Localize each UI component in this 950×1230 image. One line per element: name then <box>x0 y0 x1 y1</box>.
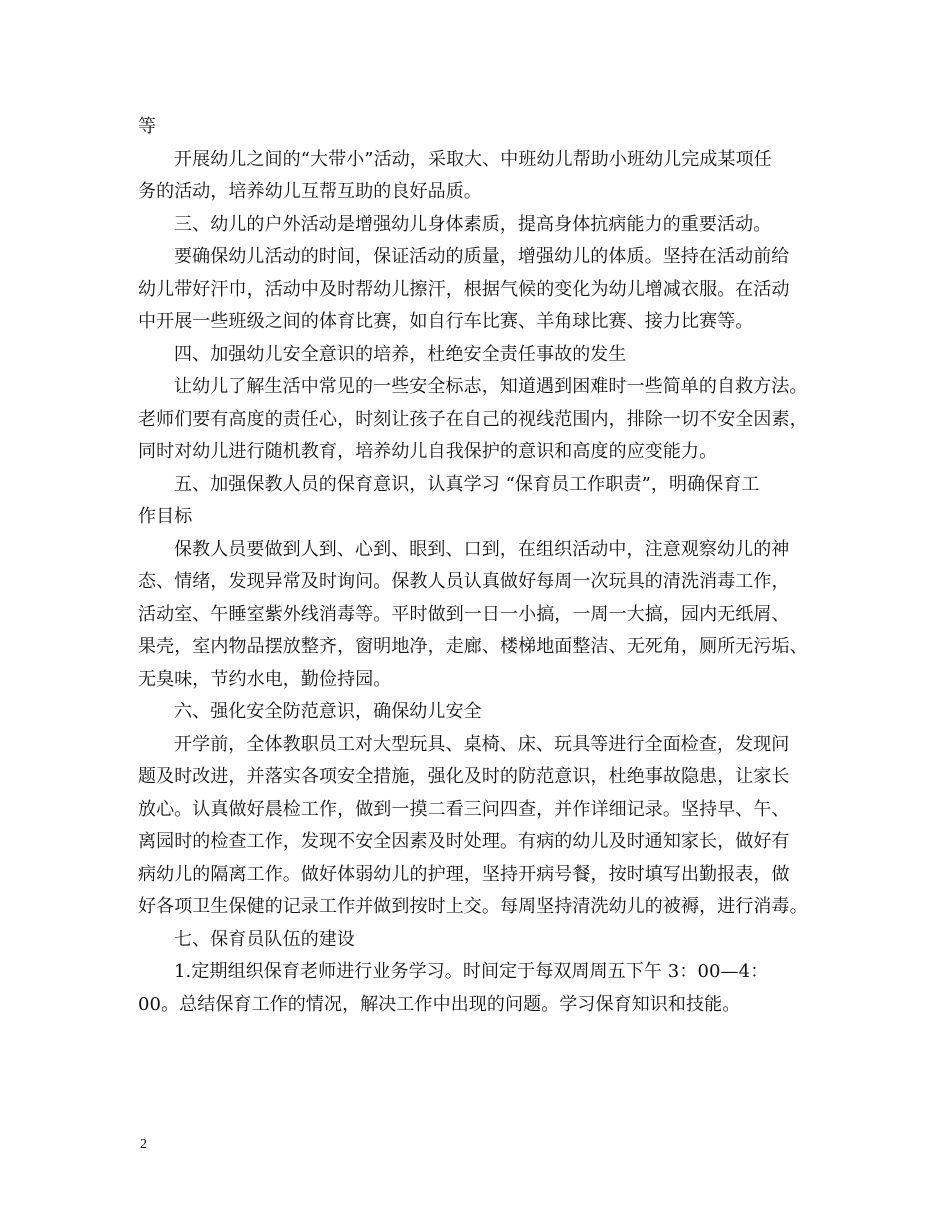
text-line: 放心。认真做好晨检工作，做到一摸二看三问四查，并作详细记录。坚持早、午、 <box>138 798 790 820</box>
text-line: 00。总结保育工作的情况，解决工作中出现的问题。学习保育知识和技能。 <box>138 993 741 1015</box>
text-line: 离园时的检查工作，发现不安全因素及时处理。有病的幼儿及时通知家长，做好有 <box>138 831 790 852</box>
text-line: 五、加强保教人员的保育意识，认真学习 “保育员工作职责”，明确保育工 <box>174 473 760 495</box>
text-line: 无臭味，节约水电，勤俭持园。 <box>138 668 392 690</box>
text-line: 1.定期组织保育老师进行业务学习。时间定于每双周周五下午 3：00—4： <box>174 961 769 982</box>
text-line: 开学前，全体教职员工对大型玩具、桌椅、床、玩具等进行全面检查，发现问 <box>174 733 790 755</box>
text-line: 六、强化安全防范意识，确保幼儿安全 <box>174 701 482 722</box>
text-line: 三、幼儿的户外活动是增强幼儿身体素质，提高身体抗病能力的重要活动。 <box>174 213 772 235</box>
text-line: 活动室、午睡室紫外线消毒等。平时做到一日一小搞，一周一大搞，园内无纸屑、 <box>138 603 790 625</box>
text-line: 要确保幼儿活动的时间，保证活动的质量，增强幼儿的体质。坚持在活动前给 <box>174 246 790 267</box>
text-line: 中开展一些班级之间的体育比赛，如自行车比赛、羊角球比赛、接力比赛等。 <box>138 311 754 332</box>
text-line: 保教人员要做到人到、心到、眼到、口到，在组织活动中，注意观察幼儿的神 <box>174 538 790 560</box>
text-line: 好各项卫生保健的记录工作并做到按时上交。每周坚持清洗幼儿的被褥，进行消毒。 <box>138 896 808 917</box>
page-number: 2 <box>140 1137 147 1152</box>
text-line: 题及时改进，并落实各项安全措施，强化及时的防范意识，杜绝事故隐患，让家长 <box>138 766 790 787</box>
text-line: 务的活动，培养幼儿互帮互助的良好品质。 <box>138 181 482 202</box>
text-line: 作目标 <box>138 506 193 527</box>
text-line: 病幼儿的隔离工作。做好体弱幼儿的护理，坚持开病号餐，按时填写出勤报表，做 <box>138 863 790 885</box>
text-line: 四、加强幼儿安全意识的培养，杜绝安全责任事故的发生 <box>174 343 627 365</box>
text-line: 果壳，室内物品摆放整齐，窗明地净，走廊、楼梯地面整洁、无死角，厕所无污垢、 <box>138 636 808 657</box>
text-line: 等 <box>138 116 157 137</box>
text-line: 幼儿带好汗巾，活动中及时帮幼儿擦汗，根据气候的变化为幼儿增减衣服。在活动 <box>138 278 790 300</box>
text-line: 让幼儿了解生活中常见的一些安全标志，知道遇到困难时一些简单的自救方法。 <box>174 376 808 397</box>
text-line: 老师们要有高度的责任心，时刻让孩子在自己的视线范围内，排除一切不安全因素， <box>138 408 808 430</box>
text-line: 开展幼儿之间的“大带小”活动，采取大、中班幼儿帮助小班幼儿完成某项任 <box>174 148 772 170</box>
document-body <box>138 111 818 1021</box>
text-line: 同时对幼儿进行随机教育，培养幼儿自我保护的意识和高度的应变能力。 <box>138 441 718 462</box>
text-line: 态、情绪，发现异常及时询问。保教人员认真做好每周一次玩具的清洗消毒工作， <box>138 571 790 592</box>
text-line: 七、保育员队伍的建设 <box>174 928 355 950</box>
